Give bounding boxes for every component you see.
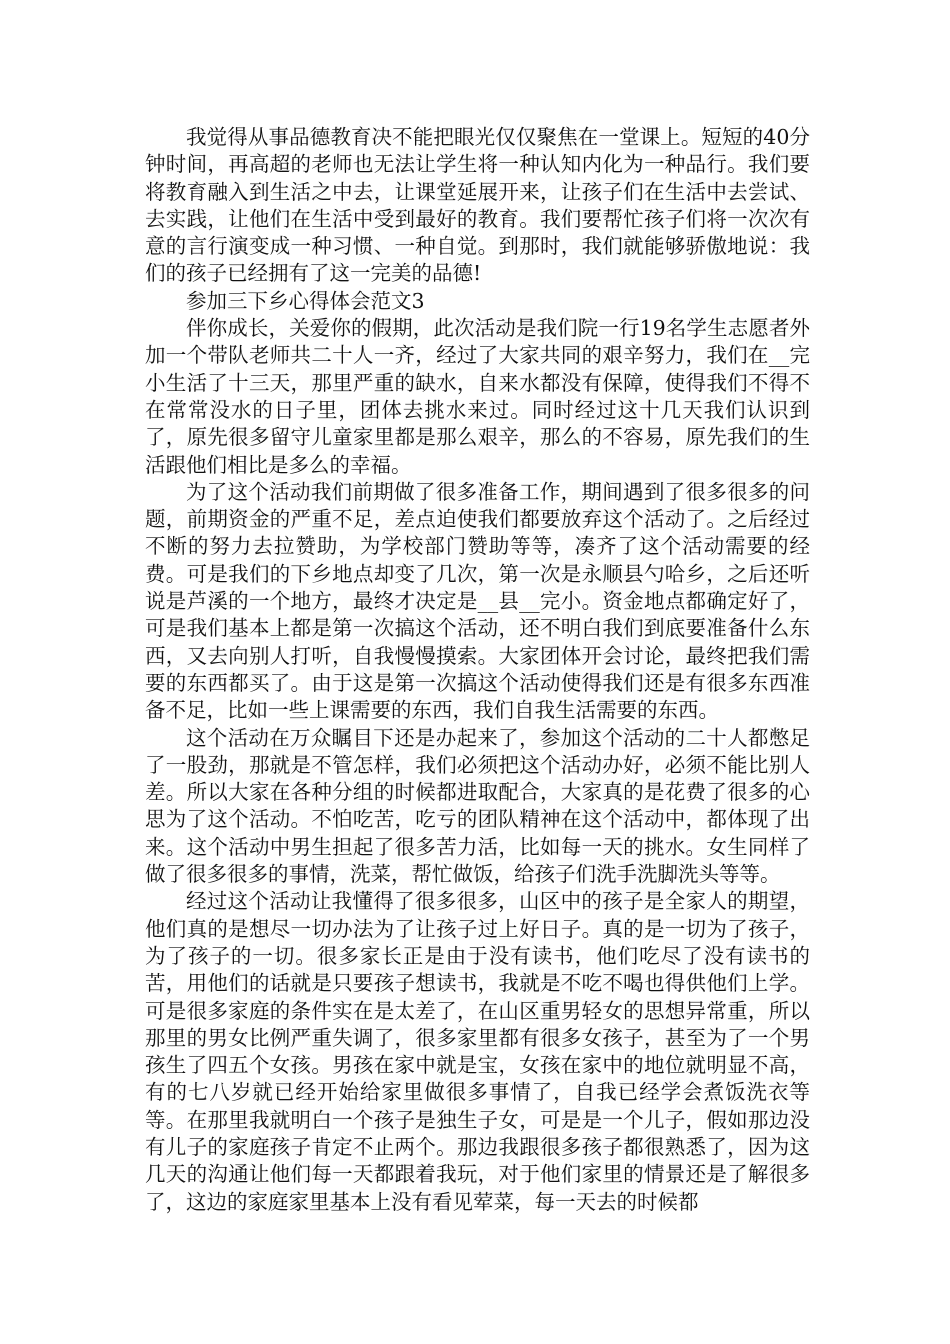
paragraph-reflection: 经过这个活动让我懂得了很多很多，山区中的孩子是全家人的期望，他们真的是想尽一切办法为了让孩子过上好日子。真的是一切为了孩子，为了孩子的一切。很多家长正是由于没有读书，他们吃尽了没有读书的苦，用他们的话就是只要孩子想读书，我就是不吃不喝也得供他们上学。可是很多家庭的条件实在是太差了，在山区重男轻女的思想异常重，所以那里的男女比例严重失调了，很多家里都有很多女孩子，甚至为了一个男孩生了四五个女孩。男孩在家中就是宝，女孩在家中的地位就明显不高，有的七八岁就已经开始给家里做很多事情了，自我已经学会煮饭洗衣等等。在那里我就明白一个孩子是独生子女，可是是一个儿子，假如那边没有儿子的家庭孩子肯定不止两个。那边我跟很多孩子都很熟悉了，因为这几天的沟通让他们每一天都跟着我玩，对于他们家里的情景还是了解很多了，这边的家庭家里基本上没有看见荤菜，每一天去的时候都 [145,889,810,1214]
paragraph-preparation: 为了这个活动我们前期做了很多准备工作，期间遇到了很多很多的问题，前期资金的严重不足，差点迫使我们都要放弃这个活动了。之后经过不断的努力去拉赞助，为学校部门赞助等等，凑齐了这个活动需要的经费。可是我们的下乡地点却变了几次，第一次是永顺县勺哈乡，之后还听说是芦溪的一个地方，最终才决定是__县__完小。资金地点都确定好了，可是我们基本上都是第一次搞这个活动，还不明白我们到底要准备什么东西，又去向别人打听，自我慢慢摸索。大家团体开会讨论，最终把我们需要的东西都买了。由于这是第一次搞这个活动使得我们还是有很多东西准备不足，比如一些上课需要的东西，我们自我生活需要的东西。 [145,479,810,723]
document-body [145,124,810,1216]
paragraph-moral-education: 我觉得从事品德教育决不能把眼光仅仅聚焦在一堂课上。短短的40分钟时间，再高超的老师也无法让学生将一种认知内化为一种品行。我们要将教育融入到生活之中去，让课堂延展开来，让孩子们在生活中去尝试、去实践，让他们在生活中受到最好的教育。我们要帮忙孩子们将一次次有意的言行演变成一种习惯、一种自觉。到那时，我们就能够骄傲地说：我们的孩子已经拥有了这一完美的品德! [145,125,810,286]
paragraph-volunteer-intro: 伴你成长，关爱你的假期，此次活动是我们院一行19名学生志愿者外加一个带队老师共二十人一齐，经过了大家共同的艰辛努力，我们在__完小生活了十三天，那里严重的缺水，自来水都没有保障，使得我们不得不在常常没水的日子里，团体去挑水来过。同时经过这十几天我们认识到了，原先很多留守儿童家里都是那么艰辛，那么的不容易，原先我们的生活跟他们相比是多么的幸福。 [145,316,810,477]
paragraph-teamwork: 这个活动在万众瞩目下还是办起来了，参加这个活动的二十人都憋足了一股劲，那就是不管怎样，我们必须把这个活动办好，必须不能比别人差。所以大家在各种分组的时候都进取配合，大家真的是花费了很多的心思为了这个活动。不怕吃苦，吃亏的团队精神在这个活动中，都体现了出来。这个活动中男生担起了很多苦力活，比如每一天的挑水。女生同样了做了很多很多的事情，洗菜，帮忙做饭，给孩子们洗手洗脚洗头等等。 [145,725,810,887]
section-heading: 参加三下乡心得体会范文3 [186,288,425,313]
